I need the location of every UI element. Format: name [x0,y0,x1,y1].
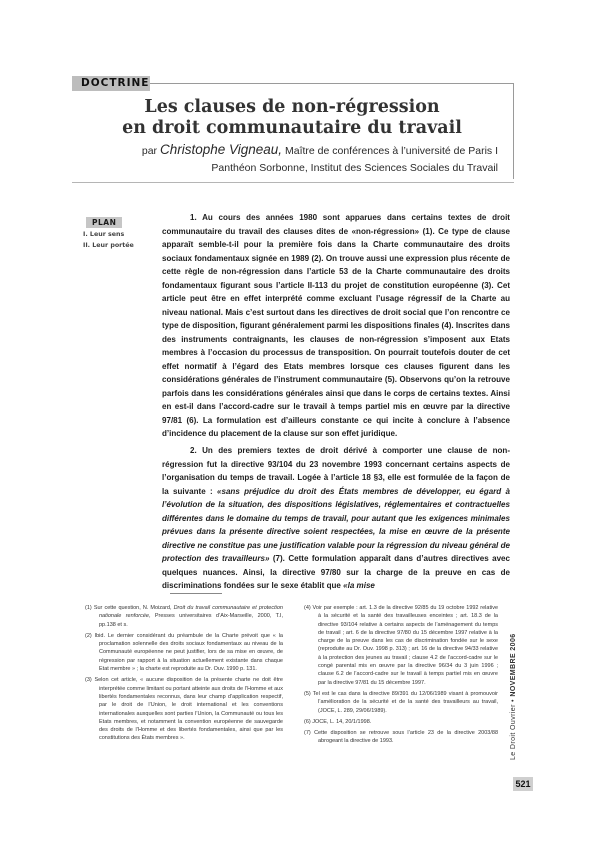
footnote-number: (6) [304,718,311,725]
author-affiliation: Panthéon Sorbonne, Institut des Sciences Sociales du Travail [211,162,498,174]
footnote-number: (1) [85,605,92,611]
byline-line-1 [88,141,498,160]
article-body [162,211,510,596]
footnote-text: Voir par exemple : art. 1.3 de la directive 92/85 du 19 octobre 1992 relative à la sécurité et la santé des travailleuses enceintes ; art. 18.3 de la directive 93/104 relative à certains aspects de l’aménagement du temps de travail ; art. 6 de la directive 97/80 du 15 décembre 1997 relative à la charge de la preuve dans les cas de discrimination fondée sur le sexe (reproduite au Dr. Ouv. 1998 p. 313) ; art. 16 de la directive 94/33 relative à la protection des jeunes au travail ; clause 4.2 de l’accord-cadre sur le congé parental mis en œuvre par la directive 96/34 du 3 juin 1996 ; clause 6.2 de l’accord-cadre sur le travail à temps partiel mis en œuvre par la directive 97/81 du 15 décembre 1997. [312,605,499,686]
footnote-text: Ibid. Le dernier considérant du préambule de la Charte prévoit que « la proclamation solennelle des droits sociaux fondamentaux au niveau de la Communauté européenne ne peut justifier, lors de sa mise en œuvre, de régression par rapport à la situation actuellement existante dans chaque Etat membre » ; la charte est reproduite au Dr. Ouv. 1990 p. 131. [94,632,283,673]
footnotes-left-column [85,604,283,746]
paragraph-1: 1. Au cours des années 1980 sont apparues dans certains textes de droit communautaire du travail des clauses dites de «non-régression» (1). Ce type de clause apparaît semble-t-il pour la première fois dans la Charte communautaire des droits sociaux fondamentaux signée en 1989 (2). On trouve aussi une expression plus récente de cette règle de non-régression dans l’article 53 de la Charte communautaire des droits fondamentaux figurant sous l’article II-113 du projet de constitution européenne (3). Cet article peut être en effet interprété comme excluant l’usage régressif de la Charte au niveau national. Mais c’est surtout dans les directives de droit social que l’on rencontre ce type de disposition, figurant généralement parmi les dispositions finales (4). Inscrites dans des instruments contraignants, les clauses de non-régression s’imposent aux Etats membres à l’occasion du processus de transposition. On pourrait toutefois douter de cet effet normatif à l’égard des Etats membres lorsque ces clauses figurent dans les considérations générales de l’instrument communautaire (5). Observons qu’on la retrouve parfois dans les considérations générales ainsi que dans le corps de certains textes. Ainsi en est-il dans l’accord-cadre sur le travail à temps partiel mis en œuvre par la directive 97/81 (6). La formulation est d’ailleurs constante ce qui incite à conclure à l’absence d’incidence du placement de la clause sur son effet juridique. [162,213,510,438]
footnote-3 [85,676,283,742]
footnotes-rule [170,593,222,594]
paragraph-2 [162,444,510,593]
footnote-text: Cette disposition se retrouve sous l’article 23 de la directive 2003/88 abrogeant la directive de 1993. [314,730,498,745]
journal-running-footer [510,580,522,760]
article-title [100,97,484,139]
footnote-text-end: , Presses universitaires d’Aix-Marseille, 2000, T.I, pp.138 et s. [99,613,283,628]
header-rule-right [513,83,514,179]
footnote-number: (2) [85,632,92,639]
footnote-6 [304,718,498,726]
footnote-2 [85,632,283,673]
page-number: 521 [513,777,533,791]
footer-separator: • [510,696,517,705]
footnote-number: (3) [85,677,92,684]
footnote-text: JOCE, L. 14, 20/1/1998. [312,718,372,725]
plan-item-sens[interactable]: I. Leur sens [83,231,125,238]
journal-name: Le Droit Ouvrier [510,704,517,760]
section-label: DOCTRINE [72,76,150,91]
footnote-text: Selon cet article, « aucune disposition de la présente charte ne doit être interprétée comme limitant ou portant atteinte aux droits de l’Homme et aux libertés fondamentales reconnus, dans leur champ d’application respectif, par le droit de l’Union, le droit international et les conventions internationales auxquelles sont parties l’Union, la Communauté ou tous les Etats membres, et notamment la convention européenne de sauvegarde des droits de l’Homme et des libertés fondamentales, ainsi que par les constitutions des États membres ». [94,677,283,742]
author-role: Maître de conférences à l’université de Paris I [282,145,498,157]
paragraph-2-continuation: (7). Cette formulation apparaît dans d’autres directives avec quelques nuances. Ainsi, la directive 97/80 sur la charge de la preuve en cas de discriminations fondées sur le sexe établit que [162,554,510,590]
footnote-text: Tel est le cas dans la directive 89/391 du 12/06/1989 visant à promouvoir l’amélioration de la sécurité et de la santé des travailleurs au travail, (JOCE, L. 289, 29/06/1989). [312,690,498,714]
byline-prefix: par [141,145,160,157]
footnote-number: (5) [304,690,311,697]
footnotes-right-column [304,604,498,749]
footnote-number: (7) [304,730,311,737]
header-rule-top [150,83,514,84]
byline [88,141,498,177]
author-name: Christophe Vigneau, [159,142,283,157]
plan-label: PLAN [86,217,122,228]
plan-box [83,210,163,251]
footnote-7 [304,729,498,746]
journal-issue: NOVEMBRE 2006 [510,633,517,697]
title-line-1: Les clauses de non-régression [144,97,440,117]
footnote-1 [85,604,283,629]
footnote-4 [304,604,498,687]
paragraph-2-quote-2: «la mise [343,581,375,590]
footnote-book-title: Droit du travail communautaire et protection nationale renforcée [99,605,283,620]
footnote-text: Sur cette question, N. Moizard, [93,605,174,611]
footnote-number: (4) [304,605,311,611]
paragraph-2-intro: 2. Un des premiers textes de droit dérivé à comporter une clause de non-régression fut la directive 93/104 du 23 novembre 1993 concernant certains aspects de l’organisation du temps de travail. Logée à l’article 18 §3, elle est formulée de la façon de la suivante : [162,446,510,496]
header-rule-bottom [72,182,514,183]
paragraph-2-quote: «sans préjudice du droit des États membres de développer, eu égard à l’évolution de la situation, des dispositions législatives, réglementaires et contractuelles différentes dans le domaine du temps de travail, pour autant que les exigences minimales prévues dans la présente directive soient respectées, la mise en œuvre de la présente directive ne constitue pas une justification valable pour la régression du niveau général de protection des travailleurs» [162,486,511,563]
title-line-2: en droit communautaire du travail [122,118,462,138]
footnote-5 [304,690,498,715]
plan-item-portee[interactable]: II. Leur portée [83,242,134,249]
